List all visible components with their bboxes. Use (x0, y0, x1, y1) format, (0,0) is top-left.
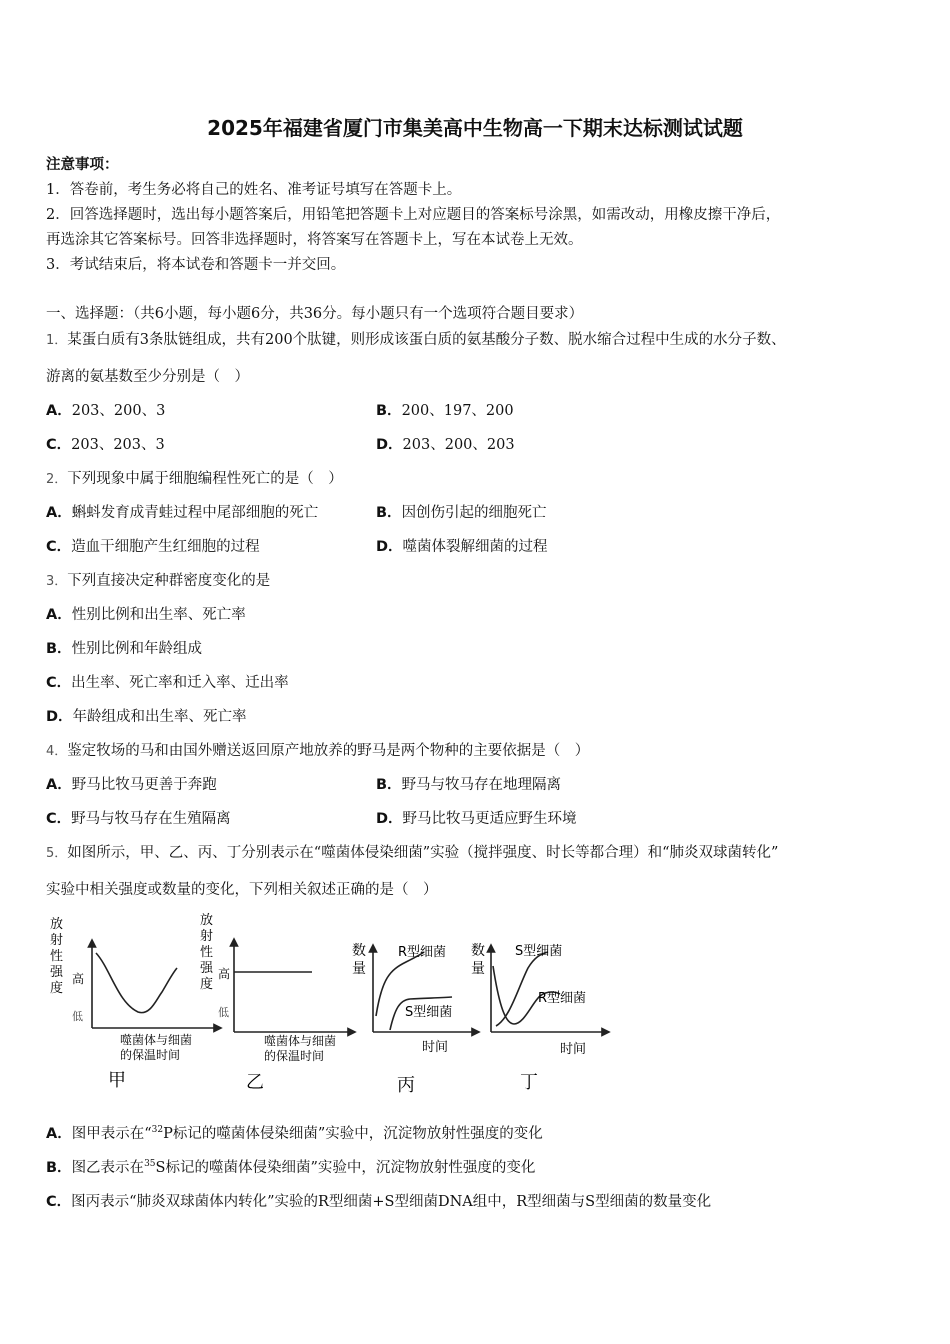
svg-text:数: 数 (471, 943, 485, 959)
svg-text:数: 数 (352, 943, 366, 959)
svg-text:性: 性 (50, 949, 64, 964)
svg-text:强: 强 (50, 965, 64, 980)
question-text-cont: 游离的氨基数至少分别是（ ） (46, 369, 249, 385)
option-c: C．203、203、3 (46, 437, 165, 453)
question-5: 5．如图所示，甲、乙、丙、丁分别表示在“噬菌体侵染细菌”实验（搅拌强度、时长等都合理）和“肺炎双球菌转化” (46, 845, 779, 861)
svg-text:射: 射 (200, 929, 214, 944)
notes-heading: 注意事项： (46, 156, 119, 173)
svg-text:度: 度 (50, 981, 64, 996)
svg-text:低: 低 (72, 1010, 83, 1023)
svg-text:低: 低 (218, 1006, 229, 1019)
question-2: 2．下列现象中属于细胞编程性死亡的是（ ） (46, 471, 343, 487)
page-title: 2025年福建省厦门市集美高中生物高一下期末达标测试试题 (207, 116, 743, 140)
option-a: A．蝌蚪发育成青蛙过程中尾部细胞的死亡 (46, 505, 319, 521)
note-item: 1．答卷前，考生务必将自己的姓名、准考证号填写在答题卡上。 (46, 182, 462, 198)
note-item: 3．考试结束后，将本试卷和答题卡一并交回。 (46, 257, 346, 273)
svg-text:S型细菌: S型细菌 (515, 944, 563, 959)
svg-text:甲: 甲 (108, 1070, 126, 1091)
option-c: C．野马与牧马存在生殖隔离 (46, 811, 231, 827)
svg-text:丙: 丙 (397, 1075, 415, 1096)
svg-text:量: 量 (352, 961, 366, 977)
option-a: A．野马比牧马更善于奔跑 (46, 777, 217, 793)
question-3: 3．下列直接决定种群密度变化的是 (46, 573, 271, 589)
svg-text:噬菌体与细菌: 噬菌体与细菌 (264, 1034, 337, 1048)
figure-graphs (40, 908, 620, 1098)
svg-text:放: 放 (50, 917, 64, 932)
svg-text:高: 高 (218, 967, 231, 981)
question-text-cont: 实验中相关强度或数量的变化，下列相关叙述正确的是（ ） (46, 882, 438, 898)
question-number: 1． (46, 333, 68, 348)
option-d: D．年龄组成和出生率、死亡率 (46, 709, 247, 725)
question-4: 4．鉴定牧场的马和由国外赠送返回原产地放养的野马是两个物种的主要依据是（ ） (46, 743, 590, 759)
svg-text:R型细菌: R型细菌 (538, 991, 587, 1006)
option-d: D．噬菌体裂解细菌的过程 (376, 539, 548, 555)
svg-text:的保温时间: 的保温时间 (120, 1048, 181, 1062)
option-b: B．图乙表示在$^{35}$S标记的噬菌体侵染细菌”实验中，沉淀物放射性强度的变化 (46, 1159, 536, 1176)
graph-jia (50, 917, 218, 1091)
note-item: 2．回答选择题时，选出每小题答案后，用铅笔把答题卡上对应题目的答案标号涂黑，如需改动，用橡皮擦干净后， (46, 207, 781, 223)
svg-text:的保温时间: 的保温时间 (264, 1049, 325, 1063)
option-b: B．因创伤引起的细胞死亡 (376, 505, 547, 521)
svg-text:射: 射 (50, 933, 64, 948)
option-a: A．203、200、3 (46, 403, 166, 419)
option-a: A．性别比例和出生率、死亡率 (46, 607, 246, 623)
graph-bing (352, 942, 476, 1096)
svg-text:度: 度 (200, 977, 214, 992)
curve (96, 953, 177, 1013)
svg-text:放: 放 (200, 913, 214, 928)
svg-text:时间: 时间 (560, 1042, 587, 1057)
graph-yi (200, 913, 352, 1093)
svg-text:丁: 丁 (520, 1072, 538, 1093)
svg-text:噬菌体与细菌: 噬菌体与细菌 (120, 1033, 193, 1047)
section-heading: 一、选择题：（共6小题，每小题6分，共36分。每小题只有一个选项符合题目要求） (46, 306, 584, 322)
option-c: C．造血干细胞产生红细胞的过程 (46, 539, 260, 555)
question-text: 某蛋白质有3条肽链组成，共有200个肽键，则形成该蛋白质的氨基酸分子数、脱水缩合过程中生成的水分子数、 (67, 332, 786, 348)
option-b: B．野马与牧马存在地理隔离 (376, 777, 562, 793)
svg-text:R型细菌: R型细菌 (398, 945, 447, 960)
option-c: C．图丙表示“肺炎双球菌体内转化”实验的R型细菌+S型细菌DNA组中，R型细菌与S型细菌的数量变化 (46, 1194, 712, 1210)
option-c: C．出生率、死亡率和迁入率、迁出率 (46, 675, 289, 691)
option-d: D．203、200、203 (376, 437, 515, 453)
graph-ding (471, 942, 606, 1093)
option-d: D．野马比牧马更适应野生环境 (376, 811, 577, 827)
svg-text:量: 量 (471, 961, 485, 977)
svg-text:高: 高 (72, 972, 85, 986)
option-a: A．图甲表示在“$^{32}$P标记的噬菌体侵染细菌”实验中，沉淀物放射性强度的变化 (46, 1125, 543, 1142)
svg-text:性: 性 (200, 945, 214, 960)
svg-text:时间: 时间 (422, 1040, 449, 1055)
option-b: B．200、197、200 (376, 403, 514, 419)
svg-text:乙: 乙 (246, 1072, 264, 1093)
question-1 (46, 328, 786, 349)
svg-text:S型细菌: S型细菌 (405, 1005, 453, 1020)
svg-text:强: 强 (200, 961, 214, 976)
note-item: 再选涂其它答案标号。回答非选择题时，将答案写在答题卡上，写在本试卷上无效。 (46, 232, 583, 248)
option-b: B．性别比例和年龄组成 (46, 641, 203, 657)
